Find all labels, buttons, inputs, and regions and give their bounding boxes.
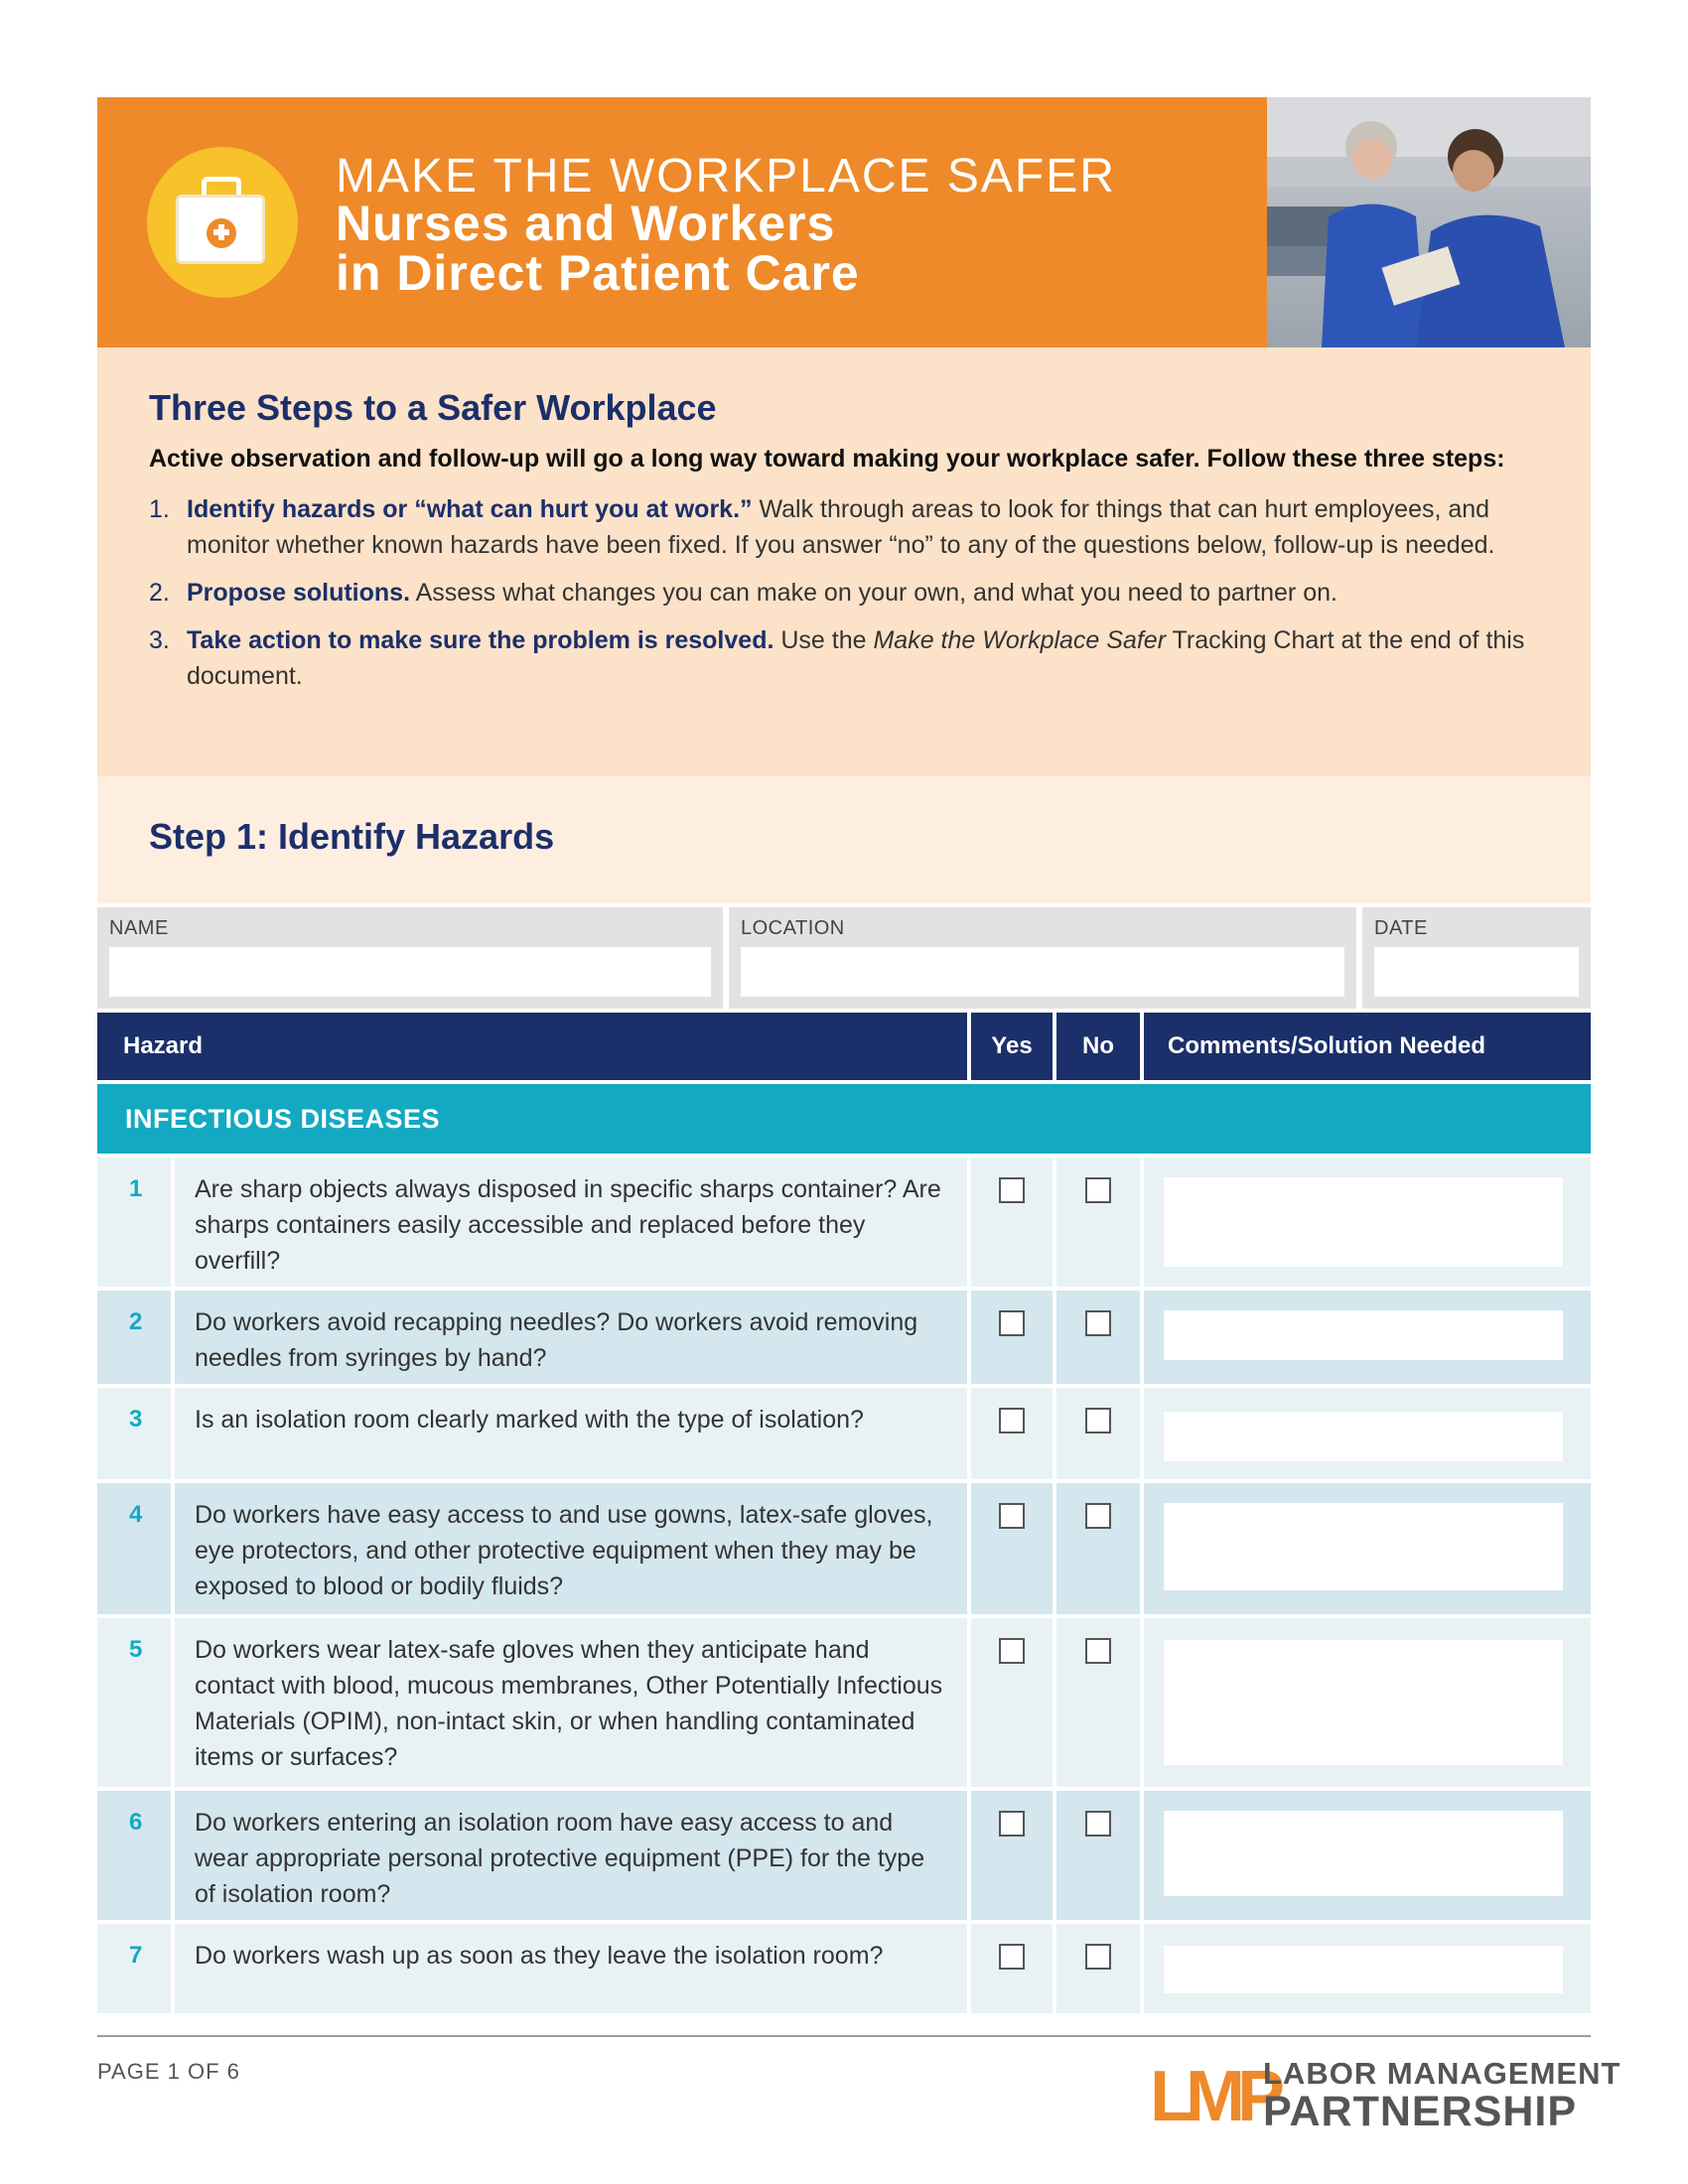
lmp-logo-icon: [1150, 2057, 1277, 2136]
three-steps-intro: Active observation and follow-up will go a long way toward making your workplace safer. Follow these three steps:: [149, 445, 1505, 473]
three-steps-panel: [97, 347, 1591, 776]
date-input[interactable]: [1374, 947, 1579, 997]
lmp-logo-mark: [1150, 2057, 1277, 2136]
row-number: 1: [97, 1158, 171, 1287]
header-yes: Yes: [971, 1013, 1053, 1080]
date-cell: [1362, 907, 1591, 1009]
header-banner: [97, 97, 1591, 347]
comments-field[interactable]: [1164, 1946, 1563, 1993]
step-description: Walk through areas to look for things that can hurt employees, and monitor whether known hazards have been fixed. If you answer “no” to any of the questions below, follow-up is needed.: [187, 495, 1495, 559]
banner-title-line1: Nurses and Workers: [336, 196, 836, 251]
row-question: Is an isolation room clearly marked with the type of isolation?: [175, 1388, 967, 1479]
step-number: 3.: [149, 626, 170, 654]
step-number: 1.: [149, 495, 170, 523]
no-checkbox[interactable]: [1085, 1177, 1111, 1203]
nurses-photo: [1267, 97, 1591, 347]
tracking-chart-title: Make the Workplace Safer: [873, 626, 1167, 654]
page-number: PAGE 1 OF 6: [97, 2059, 240, 2084]
comments-field[interactable]: [1164, 1310, 1563, 1360]
row-question: Do workers wear latex-safe gloves when they anticipate hand contact with blood, mucous membranes, Other Potentially Infectious Materials (OPIM), non-intact skin, or when handling contaminated items or surfaces?: [175, 1618, 967, 1787]
comments-field[interactable]: [1164, 1640, 1563, 1765]
no-checkbox[interactable]: [1085, 1638, 1111, 1664]
step-item: [149, 575, 1539, 611]
yes-checkbox[interactable]: [999, 1944, 1025, 1970]
table-row: [97, 1924, 1591, 2013]
table-row: [97, 1483, 1591, 1614]
location-input[interactable]: [741, 947, 1344, 997]
yes-checkbox[interactable]: [999, 1177, 1025, 1203]
table-row: [97, 1618, 1591, 1787]
name-label: NAME: [109, 917, 169, 939]
banner-title-line2: in Direct Patient Care: [336, 245, 860, 301]
header-no: No: [1056, 1013, 1140, 1080]
banner-eyebrow: MAKE THE WORKPLACE SAFER: [336, 150, 1116, 203]
step-number: 2.: [149, 579, 170, 607]
table-header: [97, 1013, 1591, 1080]
step1-panel: [97, 776, 1591, 903]
row-question: Do workers avoid recapping needles? Do workers avoid removing needles from syringes by hand?: [175, 1291, 967, 1384]
row-number: 3: [97, 1388, 171, 1479]
no-checkbox[interactable]: [1085, 1503, 1111, 1529]
no-checkbox[interactable]: [1085, 1408, 1111, 1433]
location-label: LOCATION: [741, 917, 845, 939]
yes-checkbox[interactable]: [999, 1638, 1025, 1664]
row-number: 2: [97, 1291, 171, 1384]
no-checkbox[interactable]: [1085, 1811, 1111, 1837]
row-question: Do workers have easy access to and use gowns, latex-safe gloves, eye protectors, and other protective equipment when they may be exposed to blood or bodily fluids?: [175, 1483, 967, 1614]
banner-title: [336, 196, 860, 301]
step-description: Use the: [774, 626, 874, 654]
row-number: 7: [97, 1924, 171, 2013]
lmp-line2: PARTNERSHIP: [1263, 2088, 1578, 2135]
name-cell: [97, 907, 723, 1009]
hazard-rows: [97, 1158, 1591, 2017]
row-number: 4: [97, 1483, 171, 1614]
first-aid-kit-icon: [147, 147, 298, 298]
row-number: 5: [97, 1618, 171, 1787]
step-title: Identify hazards or “what can hurt you at work.”: [187, 495, 753, 523]
name-input[interactable]: [109, 947, 711, 997]
row-question: Do workers entering an isolation room have easy access to and wear appropriate personal protective equipment (PPE) for the type of isolation room?: [175, 1791, 967, 1920]
yes-checkbox[interactable]: [999, 1408, 1025, 1433]
yes-checkbox[interactable]: [999, 1811, 1025, 1837]
step-title: Take action to make sure the problem is resolved.: [187, 626, 774, 654]
info-fields-row: [97, 907, 1591, 1009]
date-label: DATE: [1374, 917, 1428, 939]
table-row: [97, 1291, 1591, 1384]
table-row: [97, 1388, 1591, 1479]
header-comments: Comments/Solution Needed: [1144, 1013, 1591, 1080]
lmp-line1: LABOR MANAGEMENT: [1263, 2056, 1621, 2091]
comments-field[interactable]: [1164, 1811, 1563, 1896]
yes-checkbox[interactable]: [999, 1310, 1025, 1336]
step-item: [149, 622, 1539, 694]
table-row: [97, 1158, 1591, 1287]
table-row: [97, 1791, 1591, 1920]
no-checkbox[interactable]: [1085, 1944, 1111, 1970]
row-question: Are sharp objects always disposed in specific sharps container? Are sharps containers easily accessible and replaced before they overfill?: [175, 1158, 967, 1287]
three-steps-heading: Three Steps to a Safer Workplace: [149, 387, 717, 428]
yes-checkbox[interactable]: [999, 1503, 1025, 1529]
location-cell: [729, 907, 1356, 1009]
comments-field[interactable]: [1164, 1503, 1563, 1590]
step-item: [149, 491, 1539, 563]
no-checkbox[interactable]: [1085, 1310, 1111, 1336]
nurses-photo-illustration: [1267, 97, 1591, 347]
header-hazard: Hazard: [97, 1013, 967, 1080]
row-question: Do workers wash up as soon as they leave the isolation room?: [175, 1924, 967, 2013]
row-number: 6: [97, 1791, 171, 1920]
section-infectious-diseases: INFECTIOUS DISEASES: [97, 1084, 1591, 1154]
step1-heading: Step 1: Identify Hazards: [149, 816, 555, 857]
comments-field[interactable]: [1164, 1412, 1563, 1461]
step-description-end: Tracking Chart at the end of this document.: [187, 626, 1525, 690]
step-description: Assess what changes you can make on your own, and what you need to partner on.: [410, 579, 1337, 607]
comments-field[interactable]: [1164, 1177, 1563, 1267]
step-title: Propose solutions.: [187, 579, 411, 607]
footer-divider: [97, 2035, 1591, 2037]
lmp-logo-text: [1263, 2058, 1620, 2133]
lmp-logo-letters: LMP: [1150, 2057, 1277, 2136]
